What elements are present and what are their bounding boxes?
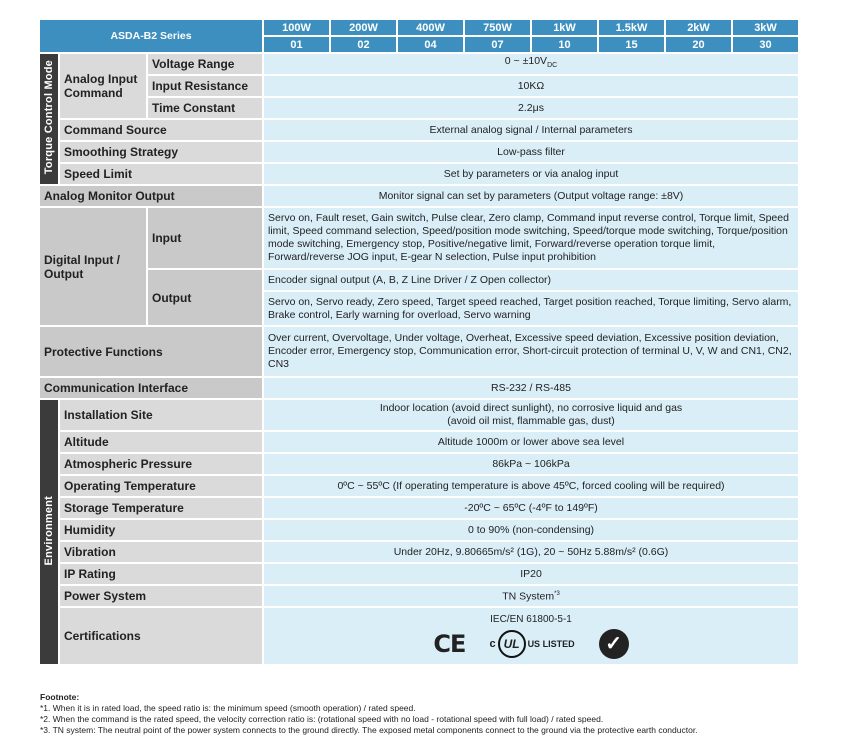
rating-2kw: 2kW [666,20,731,35]
model-04: 04 [398,37,463,52]
altitude-label: Altitude [60,432,262,452]
power-system-row [40,586,798,606]
storage-temp-value: -20ºC ~ 65ºC (-4ºF to 149ºF) [264,498,798,518]
altitude-row [40,432,798,452]
speed-limit-value: Set by parameters or via analog input [264,164,798,184]
power-system-value: TN System$^{*3}$ [264,586,798,606]
footnote-3: *3. TN system: The neutral point of the power system connects to the ground directly. The exposed metal components connect to the ground via the protective earth conductor. [40,725,698,735]
pressure-value: 86kPa ~ 106kPa [264,454,798,474]
protective-label: Protective Functions [40,327,262,376]
analog-monitor-label: Analog Monitor Output [40,186,262,206]
command-source-value: External analog signal / Internal parameters [264,120,798,140]
model-15: 15 [599,37,664,52]
analog-monitor-row [40,186,798,206]
model-02: 02 [331,37,396,52]
smoothing-label: Smoothing Strategy [60,142,262,162]
rating-400w: 400W [398,20,463,35]
header-ratings-row [40,20,798,35]
environment-group-label: Environment [40,400,58,664]
humidity-label: Humidity [60,520,262,540]
rating-750w: 750W [465,20,530,35]
speed-limit-label: Speed Limit [60,164,262,184]
time-constant-value: 2.2μs [264,98,798,118]
digital-io-label: Digital Input / Output [40,208,146,325]
model-20: 20 [666,37,731,52]
humidity-value: 0 to 90% (non-condensing) [264,520,798,540]
vibration-row [40,542,798,562]
digital-output-label: Output [148,270,262,325]
digital-output-row-1 [40,270,798,290]
command-source-row [40,120,798,140]
rating-100w: 100W [264,20,329,35]
power-system-label: Power System [60,586,262,606]
time-constant-row [40,98,798,118]
model-30: 30 [733,37,798,52]
footnote-1: *1. When it is in rated load, the speed ratio is: the minimum speed (smooth operation) / rated speed. [40,703,416,713]
model-01: 01 [264,37,329,52]
input-resistance-label: Input Resistance [148,76,262,96]
check-mark-icon: ✓ [599,629,629,659]
vibration-value: Under 20Hz, 9.80665m/s² (1G), 20 ~ 50Hz 5.88m/s² (0.6G) [264,542,798,562]
digital-input-value: Servo on, Fault reset, Gain switch, Pulse clear, Zero clamp, Command input reverse control, Torque limit, Speed limit, Speed command selection, Speed/position mode switching, Speed/torque mode switching, Torque/position mode switching, Emergency stop, Positive/negative limit, Forward/reverse operation torque limit, Forward/reverse JOG input, E-gear N selection, Pulse input prohibition [264,208,798,268]
cert-logos [268,629,794,659]
protective-row [40,327,798,376]
pressure-row [40,454,798,474]
footnote [40,692,698,736]
iec-standard: IEC/EN 61800-5-1 [490,614,572,625]
spec-sheet [40,18,800,666]
footnote-2: *2. When the command is the rated speed, the velocity correction ratio is: (rotational speed with no load - rotational speed with full load) / rated speed. [40,714,604,724]
operating-temp-row [40,476,798,496]
rating-200w: 200W [331,20,396,35]
model-07: 07 [465,37,530,52]
rating-1-5kw: 1.5kW [599,20,664,35]
ce-mark-icon: CE [433,629,466,658]
torque-group-label: Torque Control Mode [40,54,58,184]
digital-output-value: Servo on, Servo ready, Zero speed, Target speed reached, Target position reached, Torque limiting, Servo alarm, Brake control, Early warning for overload, Servo warning [264,292,798,325]
storage-temp-row [40,498,798,518]
rating-1kw: 1kW [532,20,597,35]
communication-value: RS-232 / RS-485 [264,378,798,398]
humidity-row [40,520,798,540]
smoothing-value: Low-pass filter [264,142,798,162]
spec-table [38,18,800,666]
digital-input-label: Input [148,208,262,268]
operating-temp-label: Operating Temperature [60,476,262,496]
altitude-value: Altitude 1000m or lower above sea level [264,432,798,452]
communication-label: Communication Interface [40,378,262,398]
speed-limit-row [40,164,798,184]
command-source-label: Command Source [60,120,262,140]
ip-rating-value: IP20 [264,564,798,584]
smoothing-row [40,142,798,162]
communication-row [40,378,798,398]
certifications-value [264,608,798,664]
voltage-range-label: Voltage Range [148,54,262,74]
operating-temp-value: 0ºC ~ 55ºC (If operating temperature is above 45ºC, forced cooling will be required) [264,476,798,496]
series-title: ASDA-B2 Series [40,20,262,52]
voltage-range-row [40,54,798,74]
ip-rating-row [40,564,798,584]
certifications-label: Certifications [60,608,262,664]
storage-temp-label: Storage Temperature [60,498,262,518]
input-resistance-value: 10KΩ [264,76,798,96]
installation-row [40,400,798,430]
time-constant-label: Time Constant [148,98,262,118]
digital-input-row [40,208,798,268]
analog-monitor-value: Monitor signal can set by parameters (Output voltage range: ±8V) [264,186,798,206]
analog-input-label: Analog Input Command [60,54,146,118]
protective-value: Over current, Overvoltage, Under voltage, Overheat, Excessive speed deviation, Excessive position deviation, Encoder error, Emergency stop, Communication error, Short-circuit protection of terminal U, V, W and CN1, CN2, CN3 [264,327,798,376]
encoder-output-value: Encoder signal output (A, B, Z Line Driver / Z Open collector) [264,270,798,290]
installation-value: Indoor location (avoid direct sunlight), no corrosive liquid and gas (avoid oil mist, flammable gas, dust) [264,400,798,430]
model-10: 10 [532,37,597,52]
footnote-title: Footnote: [40,692,80,702]
installation-label: Installation Site [60,400,262,430]
input-resistance-row [40,76,798,96]
certifications-row [40,608,798,664]
ip-rating-label: IP Rating [60,564,262,584]
voltage-range-value: 0 ~ $\pm 10V_{DC}$ [264,54,798,74]
vibration-label: Vibration [60,542,262,562]
rating-3kw: 3kW [733,20,798,35]
pressure-label: Atmospheric Pressure [60,454,262,474]
ul-listed-icon: c UL US LISTED [489,630,574,658]
